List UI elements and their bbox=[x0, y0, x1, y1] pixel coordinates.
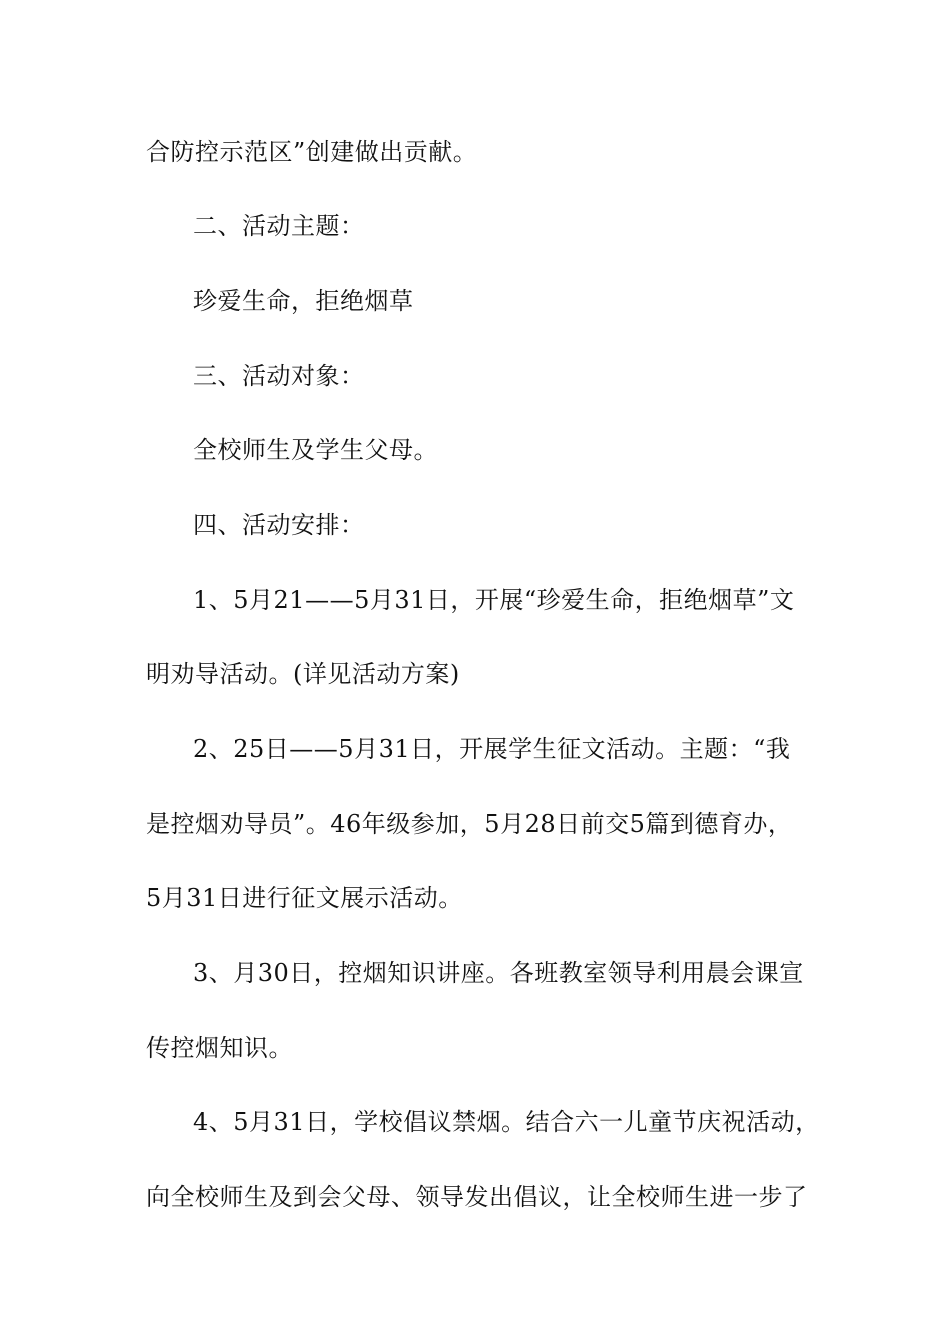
section-heading-audience: 三、活动对象： bbox=[193, 362, 365, 390]
text-line: 1、5月21——5月31日，开展“珍爱生命，拒绝烟草”文 bbox=[193, 586, 795, 614]
text-line: 2、25日——5月31日，开展学生征文活动。主题：“我 bbox=[193, 735, 791, 763]
text-line: 珍爱生命，拒绝烟草 bbox=[193, 287, 414, 315]
section-heading-schedule: 四、活动安排： bbox=[193, 511, 365, 539]
section-heading-theme: 二、活动主题： bbox=[193, 212, 365, 240]
text-line: 是控烟劝导员”。46年级参加，5月28日前交5篇到德育办， bbox=[146, 810, 793, 838]
text-line: 5月31日进行征文展示活动。 bbox=[146, 884, 463, 912]
text-line: 合防控示范区”创建做出贡献。 bbox=[146, 138, 478, 166]
text-line: 向全校师生及到会父母、领导发出倡议，让全校师生进一步了 bbox=[146, 1183, 808, 1211]
text-line: 4、5月31日，学校倡议禁烟。结合六一儿童节庆祝活动， bbox=[193, 1108, 820, 1136]
text-line: 明劝导活动。(详见活动方案) bbox=[146, 660, 460, 688]
text-line: 传控烟知识。 bbox=[146, 1034, 293, 1062]
text-line: 3、月30日，控烟知识讲座。各班教室领导利用晨会课宣 bbox=[193, 959, 804, 987]
text-line: 全校师生及学生父母。 bbox=[193, 436, 438, 464]
